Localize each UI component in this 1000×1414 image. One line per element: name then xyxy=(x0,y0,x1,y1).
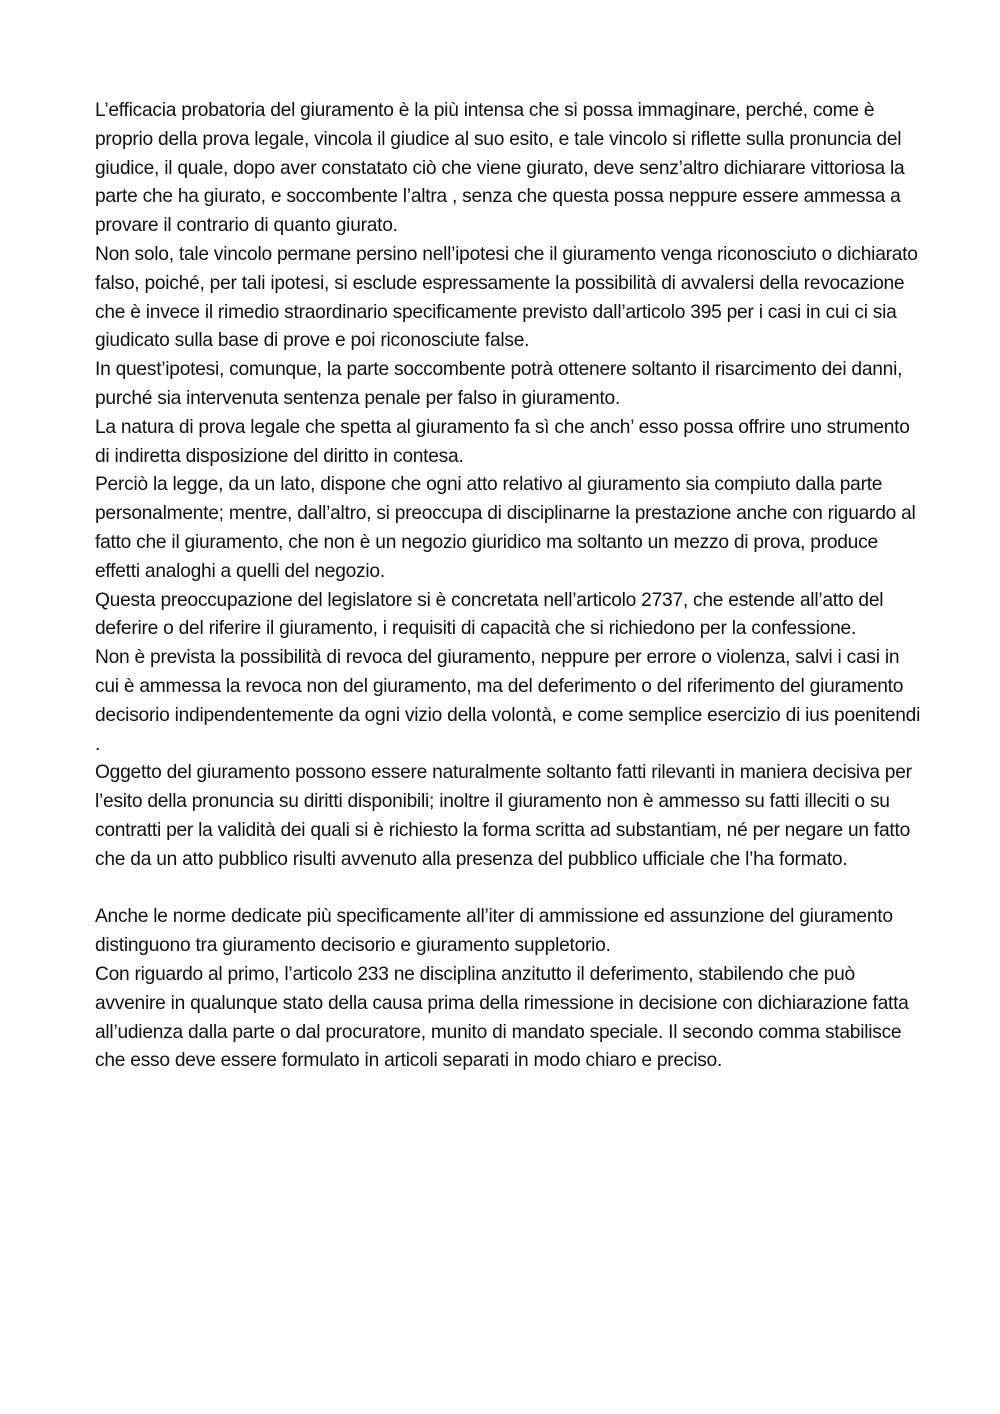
blank-line xyxy=(95,875,925,904)
paragraph-1: L’efficacia probatoria del giuramento è la più intensa che si possa immaginare, perché, come è proprio della prova legale, vincola il giudice al suo esito, e tale vincolo si riflette sulla pronuncia del giudice, il quale, dopo aver constatato ciò che viene giurato, deve senz’altro dichiarare vittoriosa la parte che ha giurato, e soccombente l’altra , senza che questa possa neppure essere ammessa a provare il contrario di quanto giurato. xyxy=(95,100,905,237)
document-page xyxy=(95,97,925,1076)
paragraph-5: Perciò la legge, da un lato, dispone che ogni atto relativo al giuramento sia compiuto dalla parte personalmente; mentre, dall’altro, si preoccupa di disciplinarne la prestazione anche con riguardo al fatto che il giuramento, che non è un negozio giuridico ma soltanto un mezzo di prova, produce effetti analoghi a quelli del negozio. xyxy=(95,474,916,582)
paragraph-10: Con riguardo al primo, l’articolo 233 ne disciplina anzitutto il deferimento, stabilendo che può avvenire in qualunque stato della causa prima della rimessione in decisione con dichiarazione fatta all’udienza dalla parte o dal procuratore, munito di mandato speciale. Il secondo comma stabilisce che esso deve essere formulato in articoli separati in modo chiaro e preciso. xyxy=(95,963,909,1072)
paragraph-7: Non è prevista la possibilità di revoca del giuramento, neppure per errore o violenza, salvi i casi in cui è ammessa la revoca non del giuramento, ma del deferimento o del riferimento del giuramento decisorio indipendentemente da ogni vizio della volontà, e come semplice esercizio di ius poenitendi . xyxy=(95,647,921,755)
paragraph-6: Questa preoccupazione del legislatore si è concretata nell’articolo 2737, che estende all’atto del deferire o del riferire il giuramento, i requisiti di capacità che si richiedono per la confessione. xyxy=(95,589,884,640)
paragraph-4: La natura di prova legale che spetta al giuramento fa sì che anch’ esso possa offrire uno strumento di indiretta disposizione del diritto in contesa. xyxy=(95,416,910,467)
paragraph-2: Non solo, tale vincolo permane persino nell’ipotesi che il giuramento venga riconosciuto o dichiarato falso, poiché, per tali ipotesi, si esclude espressamente la possibilità di avvalersi della revocazione che è invece il rimedio straordinario specificamente previsto dall’articolo 395 per i casi in cui ci sia giudicato sulla base di prove e poi riconosciute false. xyxy=(95,243,918,352)
paragraph-9: Anche le norme dedicate più specificamente all’iter di ammissione ed assunzione del giuramento distinguono tra giuramento decisorio e giuramento suppletorio. xyxy=(95,906,893,957)
paragraph-8: Oggetto del giuramento possono essere naturalmente soltanto fatti rilevanti in maniera decisiva per l’esito della pronuncia su diritti disponibili; inoltre il giuramento non è ammesso su fatti illeciti o su contratti per la validità dei quali si è richiesto la forma scritta ad substantiam, né per negare un fatto che da un atto pubblico risulti avvenuto alla presenza del pubblico ufficiale che l’ha formato. xyxy=(95,762,912,870)
paragraph-3: In quest’ipotesi, comunque, la parte soccombente potrà ottenere soltanto il risarcimento dei danni, purché sia intervenuta sentenza penale per falso in giuramento. xyxy=(95,359,903,409)
